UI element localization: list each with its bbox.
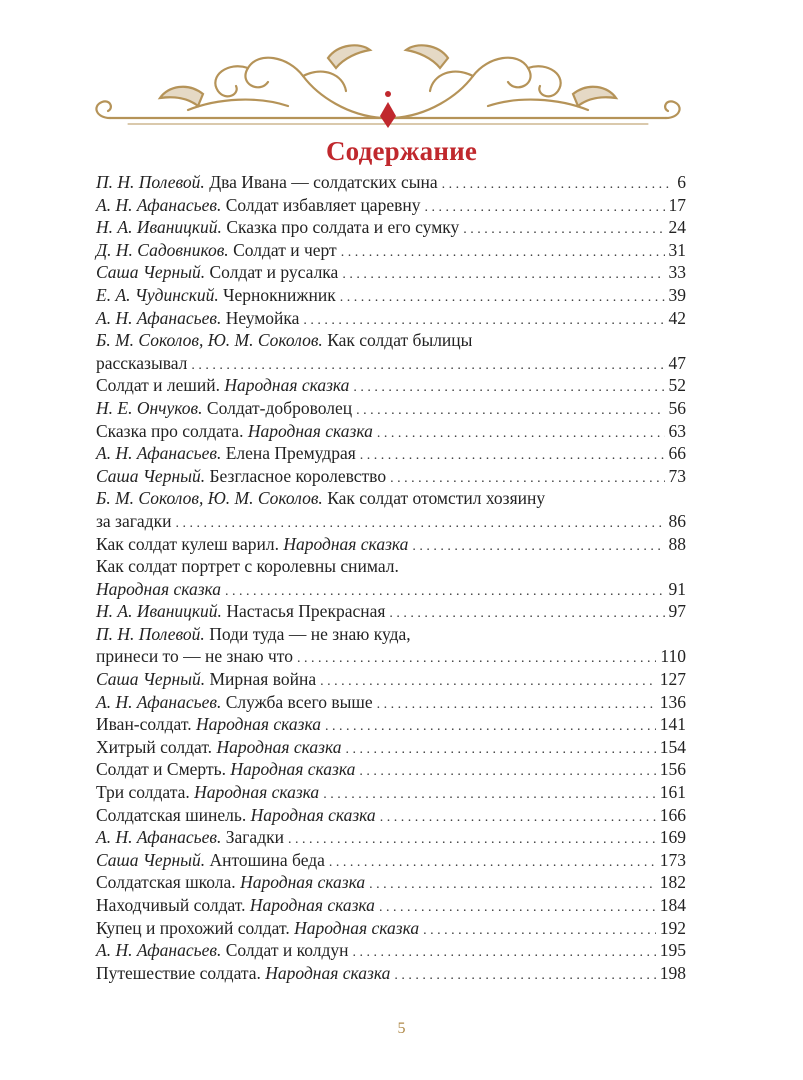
toc-entry-text xyxy=(96,487,545,510)
toc-entry-genre: Народная сказка xyxy=(230,759,356,780)
toc-entry-title: Поди туда — не знаю куда, xyxy=(209,623,411,644)
toc-entry-author: Е. А. Чудинский. xyxy=(96,284,219,305)
toc-entry xyxy=(96,600,686,623)
toc-entry-genre: Народная сказка xyxy=(240,872,366,893)
toc-entry-page: 169 xyxy=(659,827,686,848)
toc-entry-text xyxy=(96,465,386,488)
toc-entry xyxy=(96,826,686,849)
toc-entry-text xyxy=(96,510,171,533)
toc-entry xyxy=(96,239,686,262)
toc-entry-page: 42 xyxy=(668,307,686,328)
toc-entry xyxy=(96,713,686,736)
toc-entry-text xyxy=(96,849,325,872)
toc-entry-text xyxy=(96,555,399,578)
toc-entry-title: Путешествие солдата. xyxy=(96,962,261,983)
toc-entry-author: П. Н. Полевой. xyxy=(96,172,205,192)
toc-entry-text xyxy=(96,261,338,284)
toc-entry-page: 97 xyxy=(668,601,686,622)
toc-entry-page: 52 xyxy=(668,375,686,396)
toc-entry xyxy=(96,804,686,827)
toc-entry-title-continued: рассказывал xyxy=(96,352,188,373)
toc-entry xyxy=(96,171,686,194)
toc-entry-title: Три солдата. xyxy=(96,782,190,803)
toc-entry-author: Саша Черный. xyxy=(96,669,206,690)
toc-entry xyxy=(96,397,686,420)
toc-entry xyxy=(96,736,686,759)
toc-entry-text xyxy=(96,736,341,759)
toc-entry-genre: Народная сказка xyxy=(224,375,350,396)
toc-entry-title: Солдатская шинель. xyxy=(96,804,247,825)
toc-entry-page: 33 xyxy=(668,262,686,283)
toc-entry-title: Неумойка xyxy=(225,307,300,328)
toc-entry-author: А. Н. Афанасьев. xyxy=(96,940,222,961)
toc-entry xyxy=(96,871,686,894)
toc-entry-page: 47 xyxy=(668,352,686,373)
toc-entry-text xyxy=(96,894,375,917)
toc-entry xyxy=(96,849,686,872)
toc-entry-page: 73 xyxy=(668,465,686,486)
toc-entry-author: Саша Черный. xyxy=(96,465,206,486)
toc-entry-author: А. Н. Афанасьев. xyxy=(96,827,222,848)
toc-entry xyxy=(96,465,686,488)
toc-entry-text xyxy=(96,352,187,375)
toc-entry-author: Б. М. Соколов, Ю. М. Соколов. xyxy=(96,488,323,509)
toc-entry-author: П. Н. Полевой. xyxy=(96,623,205,644)
toc-entry-title: Сказка про солдата и его сумку xyxy=(226,217,460,238)
toc-entry-page: 182 xyxy=(659,872,686,893)
toc-entry xyxy=(96,442,686,465)
toc-entry-title: Солдат и черт xyxy=(233,239,337,260)
toc-entry-text xyxy=(96,713,321,736)
toc-entry-title: Солдат и леший. xyxy=(96,375,220,396)
toc-entry-line xyxy=(96,352,686,375)
toc-entry-text xyxy=(96,962,390,985)
toc-entry-text xyxy=(96,216,459,239)
toc-entry-title: Солдат-доброволец xyxy=(206,397,353,418)
toc-entry-page: 195 xyxy=(659,940,686,961)
toc-entry-author: Б. М. Соколов, Ю. М. Соколов. xyxy=(96,330,323,351)
toc-entry-text xyxy=(96,826,284,849)
toc-entry-page: 39 xyxy=(668,284,686,305)
toc-entry-page: 110 xyxy=(660,646,686,667)
toc-entry-title: Солдат и Смерть. xyxy=(96,759,226,780)
toc-entry-page: 63 xyxy=(668,420,686,441)
toc-entry-page: 136 xyxy=(659,691,686,712)
toc-dot-leader xyxy=(389,600,664,626)
toc-entry-author: А. Н. Афанасьев. xyxy=(96,307,222,328)
toc-entry xyxy=(96,533,686,556)
toc-entry-title: Солдат и колдун xyxy=(225,940,349,961)
toc-entry-title: Елена Премудрая xyxy=(225,443,356,464)
toc-entry-line xyxy=(96,555,686,578)
toc-entry-genre: Народная сказка xyxy=(247,420,373,441)
toc-entry xyxy=(96,284,686,307)
toc-entry-title: Как солдат портрет с королевны снимал. xyxy=(96,556,399,577)
toc-entry-page: 198 xyxy=(659,962,686,983)
toc-entry-page: 88 xyxy=(668,533,686,554)
toc-entry-page: 31 xyxy=(668,239,686,260)
toc-entry-genre: Народная сказка xyxy=(96,578,222,599)
toc-entry-page: 24 xyxy=(668,217,686,238)
toc-entry-author: Саша Черный. xyxy=(96,849,206,870)
toc-entry xyxy=(96,194,686,217)
toc-entry-genre: Народная сказка xyxy=(249,895,375,915)
page-number: 5 xyxy=(397,1020,406,1037)
toc-entry-page: 154 xyxy=(659,736,686,757)
toc-dot-leader xyxy=(412,533,664,559)
toc-entry-title: Антошина беда xyxy=(209,849,325,870)
toc-dot-leader xyxy=(394,962,655,988)
toc-entry-page: 156 xyxy=(659,759,686,780)
toc-entry-page: 91 xyxy=(668,578,686,599)
toc-entry-page: 161 xyxy=(659,782,686,803)
toc-entry-title: Солдат и русалка xyxy=(209,262,339,283)
toc-entry-page: 173 xyxy=(659,849,686,870)
toc-entry-title: Хитрый солдат. xyxy=(96,736,213,757)
toc-entry-text xyxy=(96,171,438,194)
toc-entry-title-continued: принеси то — не знаю что xyxy=(96,646,293,667)
toc-entry xyxy=(96,894,686,917)
toc-entry-author: А. Н. Афанасьев. xyxy=(96,691,222,712)
toc-entry-title-continued: за загадки xyxy=(96,510,172,531)
toc-entry-line xyxy=(96,645,686,668)
toc-entry-page: 127 xyxy=(659,669,686,690)
toc-entry xyxy=(96,691,686,714)
toc-entry-text xyxy=(96,600,385,623)
toc-entry-page: 66 xyxy=(668,443,686,464)
toc-entry xyxy=(96,420,686,443)
toc-entry-text xyxy=(96,758,355,781)
toc-entry-title: Чернокнижник xyxy=(223,284,336,305)
toc-entry-title: Безгласное королевство xyxy=(209,465,387,486)
toc-entry-title: Загадки xyxy=(225,827,284,848)
toc-entry-text xyxy=(96,239,337,262)
toc-entry-text xyxy=(96,194,420,217)
toc-entry-title: Находчивый солдат. xyxy=(96,895,246,915)
toc-entry xyxy=(96,781,686,804)
toc-entry xyxy=(96,962,686,985)
toc-entry-text xyxy=(96,804,376,827)
toc-entry-text xyxy=(96,939,349,962)
toc-entry-page: 166 xyxy=(659,804,686,825)
toc-entry-author: Н. Е. Ончуков. xyxy=(96,397,203,418)
toc-entry-title: Как солдат былицы xyxy=(327,330,473,351)
toc-entry-text xyxy=(96,578,221,601)
toc-entry-author: А. Н. Афанасьев. xyxy=(96,443,222,464)
toc-entry-text xyxy=(96,691,373,714)
toc-entry-title: Сказка про солдата. xyxy=(96,420,244,441)
toc-entry-line xyxy=(96,487,686,510)
toc-entry-text xyxy=(96,397,352,420)
toc-entry-page: 56 xyxy=(668,397,686,418)
toc-entry xyxy=(96,758,686,781)
toc-entry-text xyxy=(96,284,336,307)
toc-entry-text xyxy=(96,871,365,894)
toc-entry-page: 6 xyxy=(677,172,686,192)
table-of-contents xyxy=(96,171,686,984)
toc-entry xyxy=(96,668,686,691)
toc-entry-title: Два Ивана — солдатских сына xyxy=(209,172,438,192)
toc-entry-title: Как солдат отомстил хозяину xyxy=(327,488,546,509)
toc-entry-title: Иван-солдат. xyxy=(96,714,192,735)
toc-entry-title: Настасья Прекрасная xyxy=(226,601,386,622)
toc-entry-genre: Народная сказка xyxy=(265,962,391,983)
toc-entry-author: Н. А. Иваницкий. xyxy=(96,601,222,622)
toc-entry-line xyxy=(96,623,686,646)
page-title: Содержание xyxy=(325,136,478,166)
toc-entry-author: А. Н. Афанасьев. xyxy=(96,194,222,215)
toc-entry-author: Н. А. Иваницкий. xyxy=(96,217,222,238)
ornament-header-icon xyxy=(88,36,688,132)
toc-entry-genre: Народная сказка xyxy=(216,736,342,757)
toc-entry-page: 17 xyxy=(668,194,686,215)
toc-entry-genre: Народная сказка xyxy=(294,917,420,938)
toc-entry xyxy=(96,307,686,330)
toc-entry-title: Как солдат кулеш варил. xyxy=(96,533,279,554)
toc-entry-text xyxy=(96,374,349,397)
toc-entry-title: Служба всего выше xyxy=(225,691,373,712)
toc-entry-page: 86 xyxy=(668,510,686,531)
toc-entry-genre: Народная сказка xyxy=(194,782,320,803)
toc-entry-text xyxy=(96,307,299,330)
toc-entry-genre: Народная сказка xyxy=(283,533,409,554)
toc-entry-text xyxy=(96,917,419,940)
toc-entry-text xyxy=(96,668,316,691)
toc-entry-page: 192 xyxy=(659,917,686,938)
toc-entry-text xyxy=(96,623,411,646)
toc-entry xyxy=(96,917,686,940)
toc-entry-author: Саша Черный. xyxy=(96,262,206,283)
toc-entry-page: 141 xyxy=(659,714,686,735)
toc-entry-title: Солдатская школа. xyxy=(96,872,236,893)
toc-entry-text xyxy=(96,442,356,465)
toc-entry-page: 184 xyxy=(659,895,686,915)
toc-entry-genre: Народная сказка xyxy=(250,804,376,825)
toc-entry-text xyxy=(96,645,293,668)
toc-entry-author: Д. Н. Садовников. xyxy=(96,239,229,260)
toc-entry-title: Солдат избавляет царевну xyxy=(225,194,421,215)
toc-entry xyxy=(96,216,686,239)
toc-entry-genre: Народная сказка xyxy=(195,714,321,735)
toc-entry-text xyxy=(96,533,408,556)
toc-entry-line xyxy=(96,510,686,533)
toc-entry xyxy=(96,939,686,962)
toc-entry-text xyxy=(96,329,472,352)
toc-entry-line xyxy=(96,578,686,601)
toc-entry-text xyxy=(96,781,319,804)
toc-entry-line xyxy=(96,329,686,352)
toc-entry-text xyxy=(96,420,373,443)
toc-entry xyxy=(96,261,686,284)
toc-entry-title: Мирная война xyxy=(209,669,317,690)
toc-entry-title: Купец и прохожий солдат. xyxy=(96,917,290,938)
toc-entry xyxy=(96,374,686,397)
